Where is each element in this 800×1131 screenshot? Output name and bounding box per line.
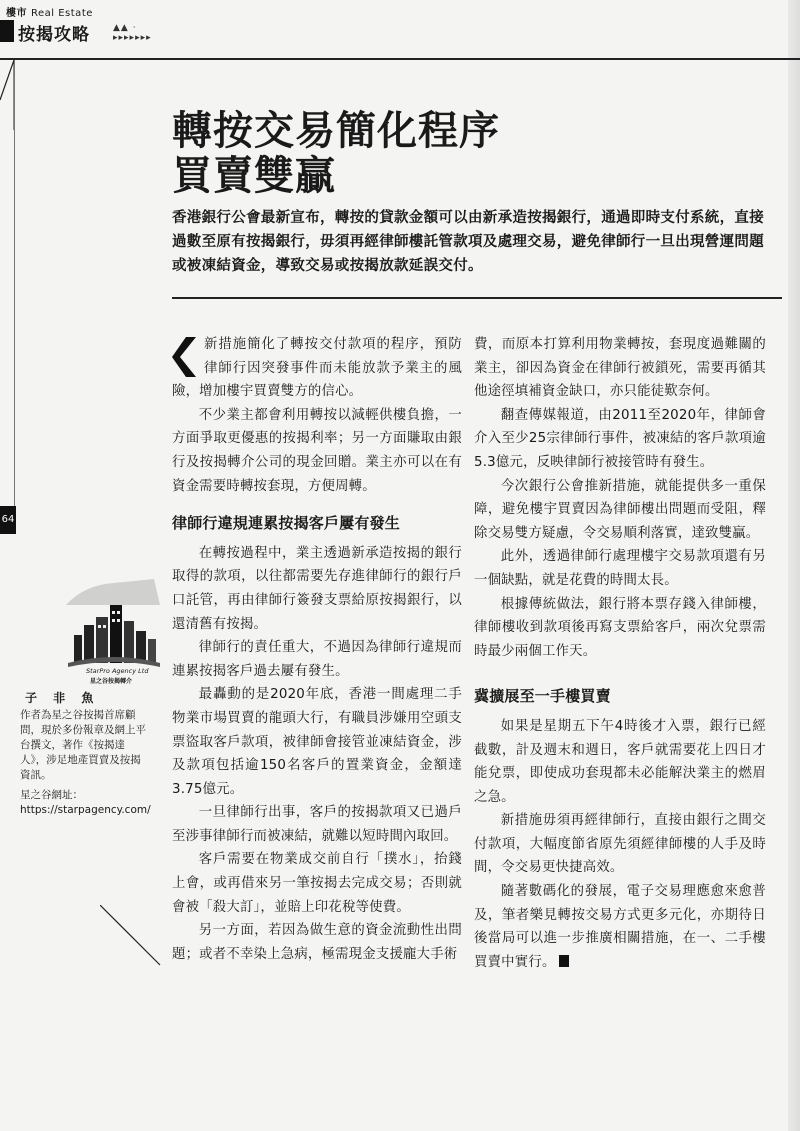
website-label: 星之谷網址： — [20, 789, 83, 801]
corner-diagonal-bottom — [100, 905, 170, 975]
paragraph: 不少業主都會利用轉按以減輕供樓負擔，一方面爭取更優惠的按揭利率；另一方面賺取由銀行及按揭轉介公司的現金回贈。業主亦可以在有資金需要時轉按套現，方便周轉。 — [172, 407, 462, 494]
logo-text-en: StarPro Agency Ltd — [86, 667, 149, 675]
paragraph: 費，而原本打算利用物業轉按，套現度過難關的業主，卻因為資金在律師行被鎖死，需要再循其他途徑填補資金缺口，亦只能徒歎奈何。 — [474, 337, 766, 400]
paragraph: 如果是星期五下午4時後才入票，銀行已經截數，計及週末和週日，客戶就需要花上四日才能兌票，即使成功套現都未必能解決業主的燃眉之急。 — [474, 718, 766, 805]
header-rule — [0, 58, 800, 60]
paragraph: 律師行的責任重大，不過因為律師行違規而連累按揭客戶過去屢有發生。 — [172, 640, 462, 679]
section-bar — [0, 20, 14, 42]
lead-rule — [172, 297, 782, 299]
author-website — [20, 788, 160, 818]
headline-line-1: 轉按交易簡化程序 — [172, 107, 500, 154]
paragraph: 根據傳統做法，銀行將本票存錢入律師樓，律師樓收到款項後再寫支票給客戶，兩次兌票需時最少兩個工作天。 — [474, 596, 766, 659]
header-decoration: ▲▲ · ▸▸▸▸▸▸▸ — [113, 23, 152, 43]
chevron-left-icon — [172, 335, 198, 379]
paragraph: 最轟動的是2020年底，香港一間處理二手物業市場買賣的龍頭大行，有職員涉嫌用空頭支票盜取客戶款項，被律師會接管並凍結資金，涉及款項包括逾150名客戶的置業資金，金額達3.75億元。 — [172, 687, 462, 797]
section-label-zh: 樓市 — [6, 8, 27, 19]
subheading: 律師行違規連累按揭客戶屢有發生 — [172, 514, 401, 533]
article-column-1 — [172, 333, 462, 966]
paragraph: 新措施毋須再經律師行，直接由銀行之間交付款項，大幅度節省原先須經律師樓的人手及時間，令交易更快捷高效。 — [474, 813, 766, 876]
paragraph: 新措施簡化了轉按交付款項的程序，預防律師行因突發事件而未能放款予業主的風險，增加樓宇買賣雙方的信心。 — [172, 337, 462, 400]
lead-paragraph: 香港銀行公會最新宣布，轉按的貸款金額可以由新承造按揭銀行，通過即時支付系統，直接過數至原有按揭銀行，毋須再經律師樓託管款項及處理交易，避免律師行一旦出現營運問題或被凍結資金，導致交易或按揭放款延誤交付。 — [172, 210, 764, 274]
headline — [172, 108, 500, 198]
paragraph: 一旦律師行出事，客戶的按揭款項又已過戶至涉事律師行而被凍結，就難以短時間內取回。 — [172, 805, 462, 844]
paragraph: 另一方面，若因為做生意的資金流動性出問題；或者不幸染上急病，極需現金支援龐大手術 — [172, 923, 462, 962]
logo-text-zh: 星之谷按揭轉介 — [90, 678, 133, 685]
column-title: 按揭攻略 — [18, 25, 90, 45]
corner-diagonal-top — [0, 60, 20, 130]
section-label-en: Real Estate — [31, 8, 93, 19]
author-bio: 作者為星之谷按揭首席顧問，現於多份報章及網上平台撰文，著作《按揭達人》，涉足地產買賣及按揭資訊。 — [20, 709, 146, 781]
page-number: 64 — [0, 506, 16, 534]
website-link[interactable]: https://starpagency.com/ — [20, 804, 151, 816]
paragraph: 客戶需要在物業成交前自行「撲水」，抬錢上會，或再借來另一筆按揭去完成交易；否則就會被「殺大訂」，並賠上印花稅等使費。 — [172, 852, 462, 915]
section-label — [6, 4, 93, 19]
headline-line-2: 買賣雙贏 — [172, 152, 336, 199]
subheading: 冀擴展至一手樓買賣 — [474, 687, 611, 706]
paragraph: 今次銀行公會推新措施，就能提供多一重保障，避免樓宇買賣因為律師樓出問題而受阻，釋除交易雙方疑慮，令交易順利落實，達致雙贏。 — [474, 478, 766, 541]
paragraph: 在轉按過程中，業主透過新承造按揭的銀行取得的款項，以往都需要先存進律師行的銀行戶口託管，再由律師行簽發支票給原按揭銀行，以還清舊有按揭。 — [172, 545, 462, 632]
left-border-line — [14, 60, 16, 506]
paragraph: 翻查傳媒報道，由2011至2020年，律師會介入至少25宗律師行事件，被凍結的客戶款項逾5.3億元，反映律師行被接管時有發生。 — [474, 407, 766, 470]
end-mark-icon — [559, 955, 569, 967]
author-name: 子 非 魚 — [25, 691, 100, 705]
article-column-2 — [474, 333, 766, 974]
page-edge-shadow — [788, 0, 800, 1131]
paragraph: 此外，透過律師行處理樓宇交易款項還有另一個缺點，就是花費的時間太長。 — [474, 549, 766, 588]
paragraph: 隨著數碼化的發展，電子交易理應愈來愈普及，筆者樂見轉按交易方式更多元化，亦期待日後當局可以進一步推廣相關措施，在一、二手樓買賣中實行。 — [474, 884, 766, 970]
